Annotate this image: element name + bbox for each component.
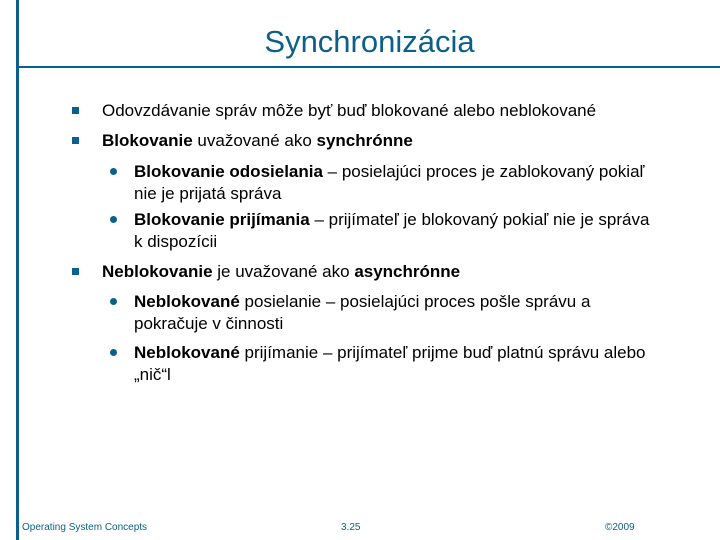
footer-copyright: ©2009: [605, 522, 635, 533]
round-bullet-icon: [110, 168, 117, 175]
bullet-item: Blokovanie uvažované ako synchrónne: [102, 131, 413, 150]
footer-course-title: Operating System Concepts: [22, 522, 148, 533]
square-bullet-icon: [72, 268, 79, 275]
sub-bullet-item: Neblokované prijímanie – prijímateľ prijme buď platnú správu alebo „nič“l: [134, 343, 646, 384]
sub-bullet-item: Blokovanie odosielania – posielajúci proces je zablokovaný pokiaľ nie je prijatá správa: [134, 162, 645, 203]
footer-slide-number: 3.25: [341, 522, 361, 533]
round-bullet-icon: [110, 298, 117, 305]
slide-title: Synchronizácia: [264, 24, 475, 59]
round-bullet-icon: [110, 216, 117, 223]
sub-bullet-item: Blokovanie prijímania – prijímateľ je blokovaný pokiaľ nie je správa k dispozícii: [134, 210, 650, 251]
bullet-item: Neblokovanie je uvažované ako asynchrónne: [102, 262, 461, 281]
left-accent-bar: [16, 0, 19, 540]
title-divider: [19, 66, 720, 68]
square-bullet-icon: [72, 137, 79, 144]
round-bullet-icon: [110, 349, 117, 356]
sub-bullet-item: Neblokované posielanie – posielajúci proces pošle správu a pokračuje v činnosti: [134, 292, 591, 333]
square-bullet-icon: [72, 107, 79, 114]
bullet-item: Odovzdávanie správ môže byť buď blokované alebo neblokované: [102, 101, 597, 120]
